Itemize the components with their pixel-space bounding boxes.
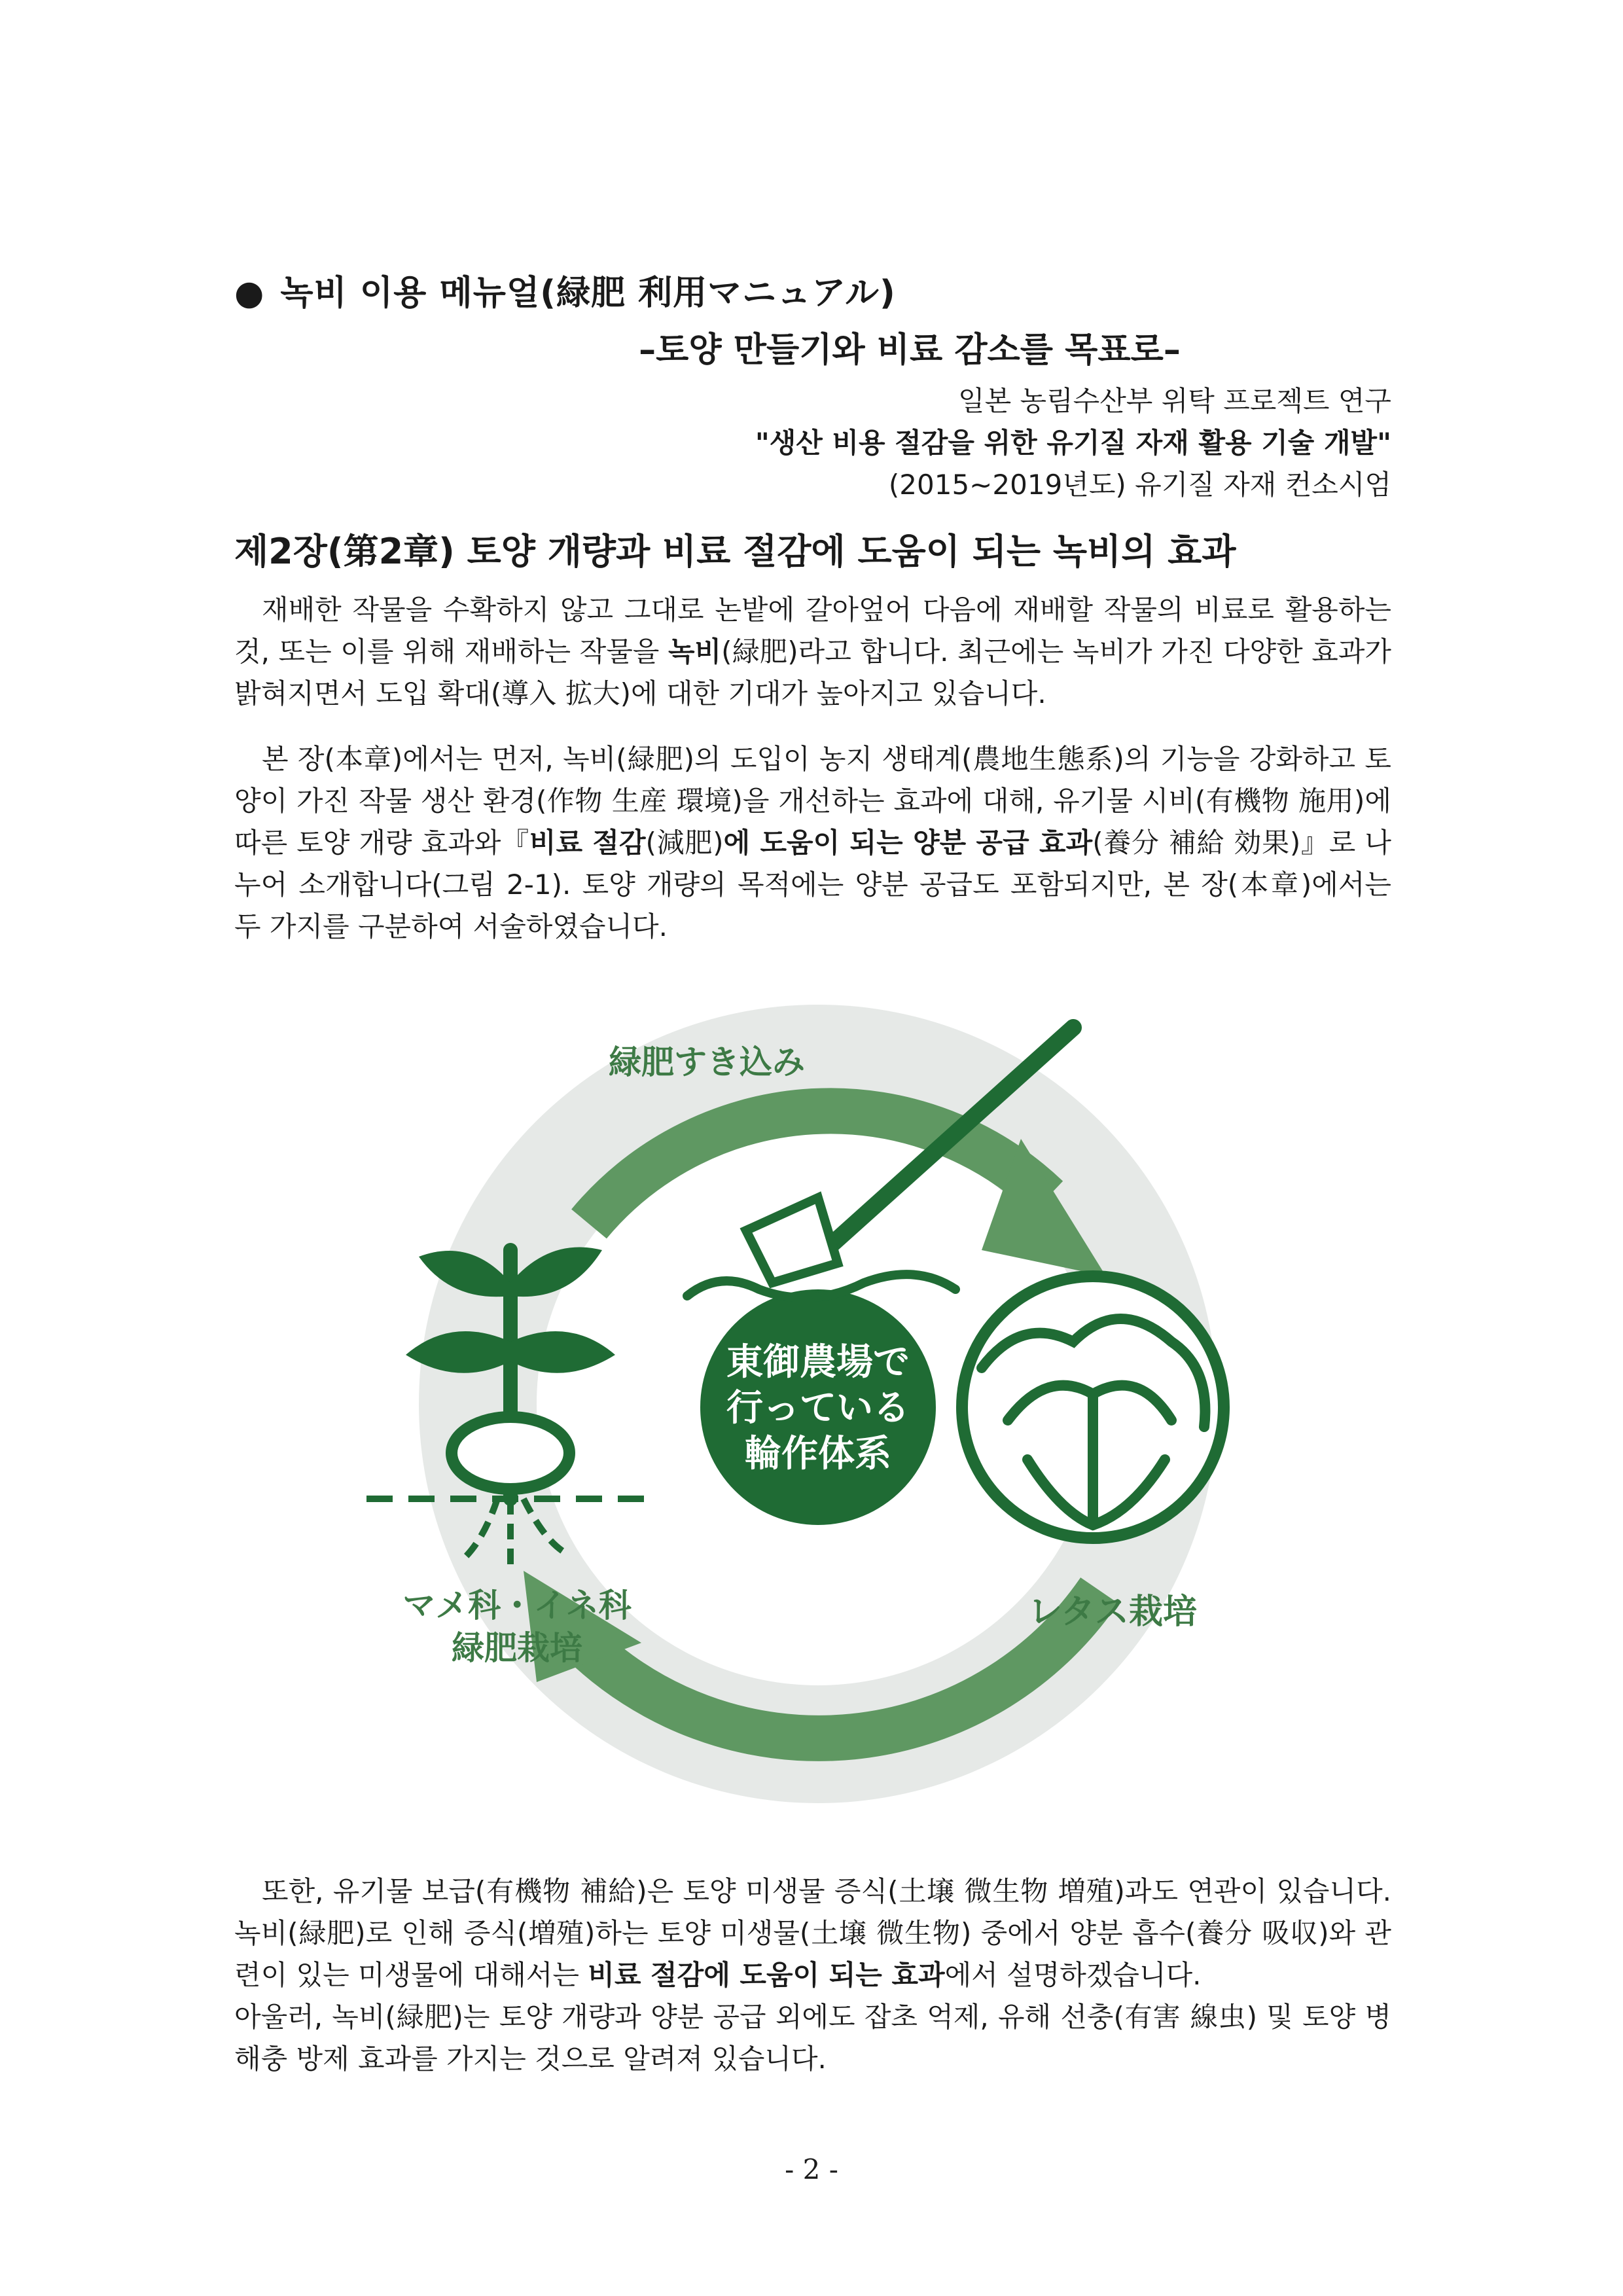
p2-bold-2: 에 도움이 되는 양분 공급 효과 — [723, 827, 1093, 859]
paragraph-4: 아울러, 녹비(緑肥)는 토양 개량과 양분 공급 외에도 잡초 억제, 유해 선충(有害 線虫) 및 토양 병해충 방제 효과를 가지는 것으로 알려져 있습니다. — [234, 2001, 1391, 2075]
label-green-manure-plowing: 緑肥すき込み — [609, 1043, 805, 1081]
paragraph-3 — [234, 1871, 1391, 1996]
bullet-icon: ● — [234, 274, 265, 313]
chapter-heading: 제2장(第2章) 토양 개량과 비료 절감에 도움이 되는 녹비의 효과 — [234, 531, 1236, 572]
label-lettuce-cultivation: レタス栽培 — [1028, 1592, 1197, 1632]
p1-text-c: (緑肥)라고 합니다. 최근에는 녹비가 가진 다양한 효과가 밝혀지면서 도입 확대(導入 拡大)에 대한 기대가 높아지고 있습니다. — [234, 636, 1391, 709]
center-label-line1: 東御農場で — [726, 1341, 910, 1384]
p3-text-c: 에서 설명하겠습니다. — [944, 1959, 1202, 1991]
label-legume-grass-line2: 緑肥栽培 — [452, 1629, 582, 1667]
rotation-diagram — [366, 1001, 1283, 1806]
title-text: 녹비 이용 메뉴얼(緑肥 利用マニュアル) — [280, 274, 896, 313]
meta-research-title: "생산 비용 절감을 위한 유기질 자재 활용 기술 개발" — [755, 427, 1391, 459]
document-subtitle: –토양 만들기와 비료 감소를 목표로– — [639, 331, 1181, 370]
page-number: - 2 - — [785, 2153, 838, 2185]
paragraph-2 — [234, 738, 1391, 948]
lettuce-icon — [962, 1276, 1224, 1538]
p2-bold-1: 비료 절감 — [529, 827, 646, 859]
p2-text-a: 본 장(本章)에서는 먼저, 녹비(緑肥)의 도입이 농지 생태계(農地生態系)의 기능을 강화하고 토양이 가진 작물 생산 환경(作物 生産 環境)을 개선하는 효과에 대해, 유기물 시비(有機物 施用)에 따른 토양 개량 효과와『 — [234, 743, 1391, 859]
crop-rotation-figure — [366, 1001, 1283, 1806]
center-label-line2: 行っている — [726, 1387, 910, 1429]
p1-text-a: 재배한 작물을 수확하지 않고 그대로 논밭에 갈아엎어 다음에 재배할 작물의 비료로 활용하는 것, 또는 이를 위해 재배하는 작물을 — [234, 594, 1391, 668]
p2-text-c: (減肥) — [645, 827, 724, 859]
label-legume-grass-line1: マメ科・イネ科 — [402, 1587, 632, 1624]
center-label-line3: 輪作体系 — [745, 1433, 891, 1475]
document-title — [234, 265, 896, 314]
meta-project: 일본 농림수산부 위탁 프로젝트 연구 — [958, 385, 1391, 417]
p1-bold: 녹비 — [668, 636, 722, 668]
p3-text-a: 또한, 유기물 보급(有機物 補給)은 토양 미생물 증식(土壌 微生物 増殖)과도 연관이 있습니다. 녹비(緑肥)로 인해 증식(増殖)하는 토양 미생물(土壌 微生物) 중에서 양분 흡수(養分 吸収)와 관련이 있는 미생물에 대해서는 — [234, 1875, 1391, 1991]
meta-consortium: (2015~2019년도) 유기질 자재 컨소시엄 — [888, 469, 1391, 501]
paragraph-1 — [234, 589, 1391, 715]
p3-bold: 비료 절감에 도움이 되는 효과 — [588, 1959, 945, 1991]
p2-text-e: (養分 補給 効果)』로 나누어 소개합니다(그림 2-1). 토양 개량의 목적에는 양분 공급도 포함되지만, 본 장(本章)에서는 두 가지를 구분하여 서술하였습니다. — [234, 827, 1391, 942]
